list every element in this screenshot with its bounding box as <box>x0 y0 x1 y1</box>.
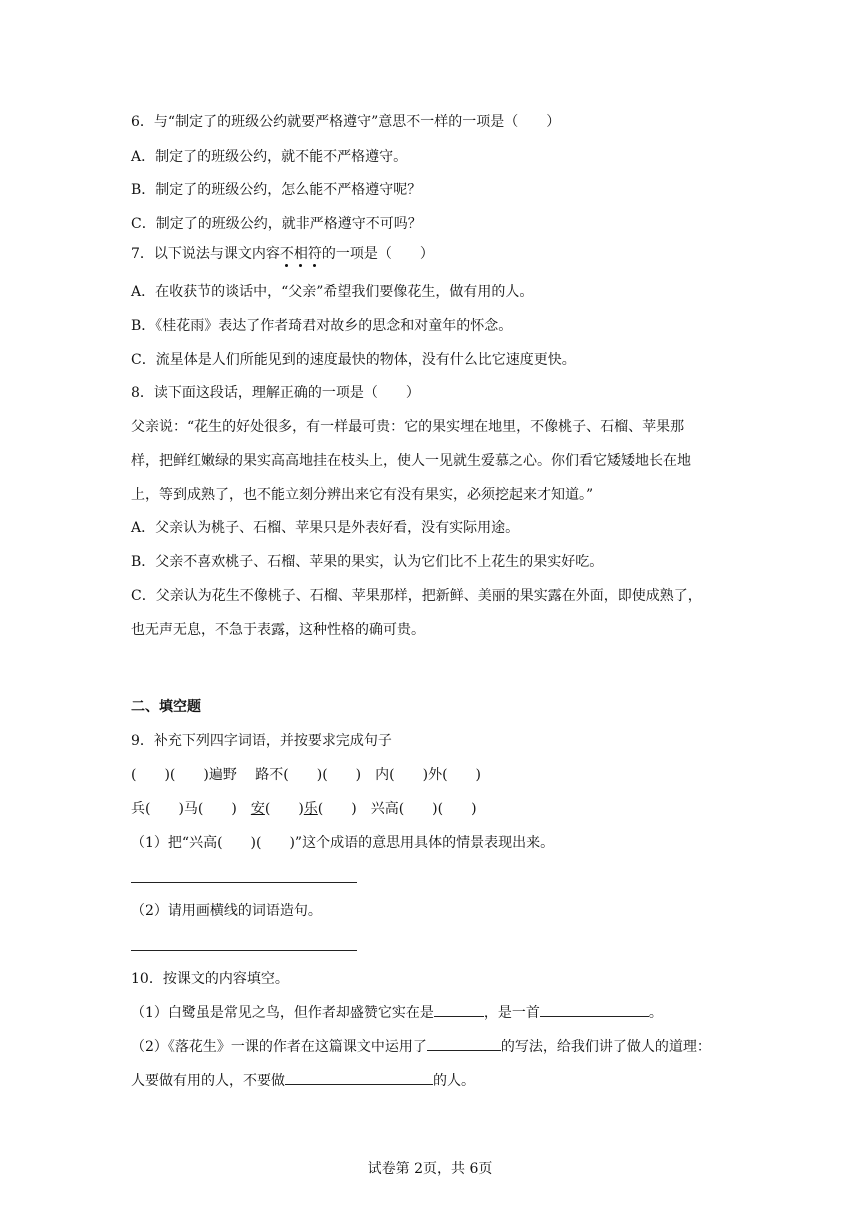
q10-sub1-text-a: （1）白鹭虽是常见之鸟，但作者却盛赞它实在是 <box>131 1005 434 1021</box>
q10-sub-question-1 <box>131 1002 663 1023</box>
q9-underlined-char-an: 安 <box>250 801 265 817</box>
q9-idiom-row-1: ( )( )遍野 路不( )( ) 内( )外( ) <box>131 767 481 783</box>
section-title-fill-in: 二、填空题 <box>131 699 201 715</box>
q10-sub2-text-a: （2）《落花生》一课的作者在这篇课文中运用了 <box>131 1039 427 1055</box>
q7-option-a: A．在收获节的谈话中，“父亲”希望我们要像花生，做有用的人。 <box>131 284 534 300</box>
q9-answer-line-1[interactable] <box>131 882 357 883</box>
q8-passage-line-2: 样，把鲜红嫩绿的果实高高地挂在枝头上，使人一见就生爱慕之心。你们看它矮矮地长在地 <box>131 453 691 469</box>
q9-row2-post: ( ) 兴高( )( ) <box>317 801 477 817</box>
q6-option-c: C．制定了的班级公约，就非严格遵守不可吗？ <box>131 216 422 232</box>
q10-blank-1[interactable] <box>434 1002 484 1017</box>
q10-sub1-text-b: ，是一首 <box>483 1005 540 1021</box>
q10-blank-4[interactable] <box>285 1070 433 1085</box>
q9-row2-mid: ( ) <box>264 801 304 817</box>
q7-stem-pre: 7．以下说法与课文内容 <box>131 246 280 262</box>
q10-sub1-text-c: 。 <box>648 1005 663 1021</box>
q7-option-b: B．《桂花雨》表达了作者琦君对故乡的思念和对童年的怀念。 <box>131 318 513 334</box>
q8-passage-line-3: 上，等到成熟了，也不能立刻分辨出来它有没有果实，必须挖起来才知道。” <box>131 487 594 503</box>
q6-option-b: B．制定了的班级公约，怎么能不严格遵守呢？ <box>131 182 422 198</box>
q7-stem <box>131 244 434 264</box>
q9-stem: 9．补充下列四字词语，并按要求完成句子 <box>131 733 392 749</box>
q10-blank-2[interactable] <box>540 1002 649 1017</box>
q10-stem: 10．按课文的内容填空。 <box>131 971 289 987</box>
q9-sub-question-2: （2）请用画横线的词语造句。 <box>131 903 322 919</box>
page-footer: 试卷第 2页，共 6页 <box>367 1161 493 1177</box>
q8-option-a: A．父亲认为桃子、石榴、苹果只是外表好看，没有实际用途。 <box>131 520 520 536</box>
q7-stem-post: 的一项是（ ） <box>321 246 434 262</box>
q10-sub2-text-c: 人要做有用的人，不要做 <box>131 1073 285 1089</box>
q10-sub-question-2-cont <box>131 1070 475 1091</box>
q9-sub-question-1: （1）把“兴高( )( )”这个成语的意思用具体的情景表现出来。 <box>131 835 555 851</box>
q6-stem: 6．与“制定了的班级公约就要严格遵守”意思不一样的一项是（ ） <box>131 114 561 130</box>
q10-sub2-text-b: 的写法，给我们讲了做人的道理： <box>500 1039 711 1055</box>
q7-option-c: C．流星体是人们所能见到的速度最快的物体，没有什么比它速度更快。 <box>131 352 576 368</box>
q8-passage-line-1: 父亲说：“花生的好处很多，有一样最可贵：它的果实埋在地里，不像桃子、石榴、苹果那 <box>131 419 685 435</box>
q6-option-a: A．制定了的班级公约，就不能不严格遵守。 <box>131 149 408 165</box>
q8-option-b: B．父亲不喜欢桃子、石榴、苹果的果实，认为它们比不上花生的果实好吃。 <box>131 554 604 570</box>
q7-emphasis-char-3: 符 <box>307 246 322 262</box>
q10-blank-3[interactable] <box>427 1036 501 1051</box>
q10-sub2-text-d: 的人。 <box>433 1073 475 1089</box>
q9-underlined-char-le: 乐 <box>303 801 318 817</box>
q9-answer-line-2[interactable] <box>131 950 357 951</box>
q8-stem: 8．读下面这段话，理解正确的一项是（ ） <box>131 385 420 401</box>
q7-emphasis-char-2: 相 <box>293 246 308 262</box>
q8-option-c-line-1: C．父亲认为花生不像桃子、石榴、苹果那样，把新鲜、美丽的果实露在外面，即使成熟了， <box>131 588 702 604</box>
q8-option-c-line-2: 也无声无息，不急于表露，这种性格的确可贵。 <box>131 622 425 638</box>
q10-sub-question-2 <box>131 1036 711 1057</box>
q9-idiom-row-2 <box>131 799 477 819</box>
q7-emphasis-char-1: 不 <box>279 246 294 262</box>
q9-row2-pre: 兵( )马( ) <box>131 801 251 817</box>
